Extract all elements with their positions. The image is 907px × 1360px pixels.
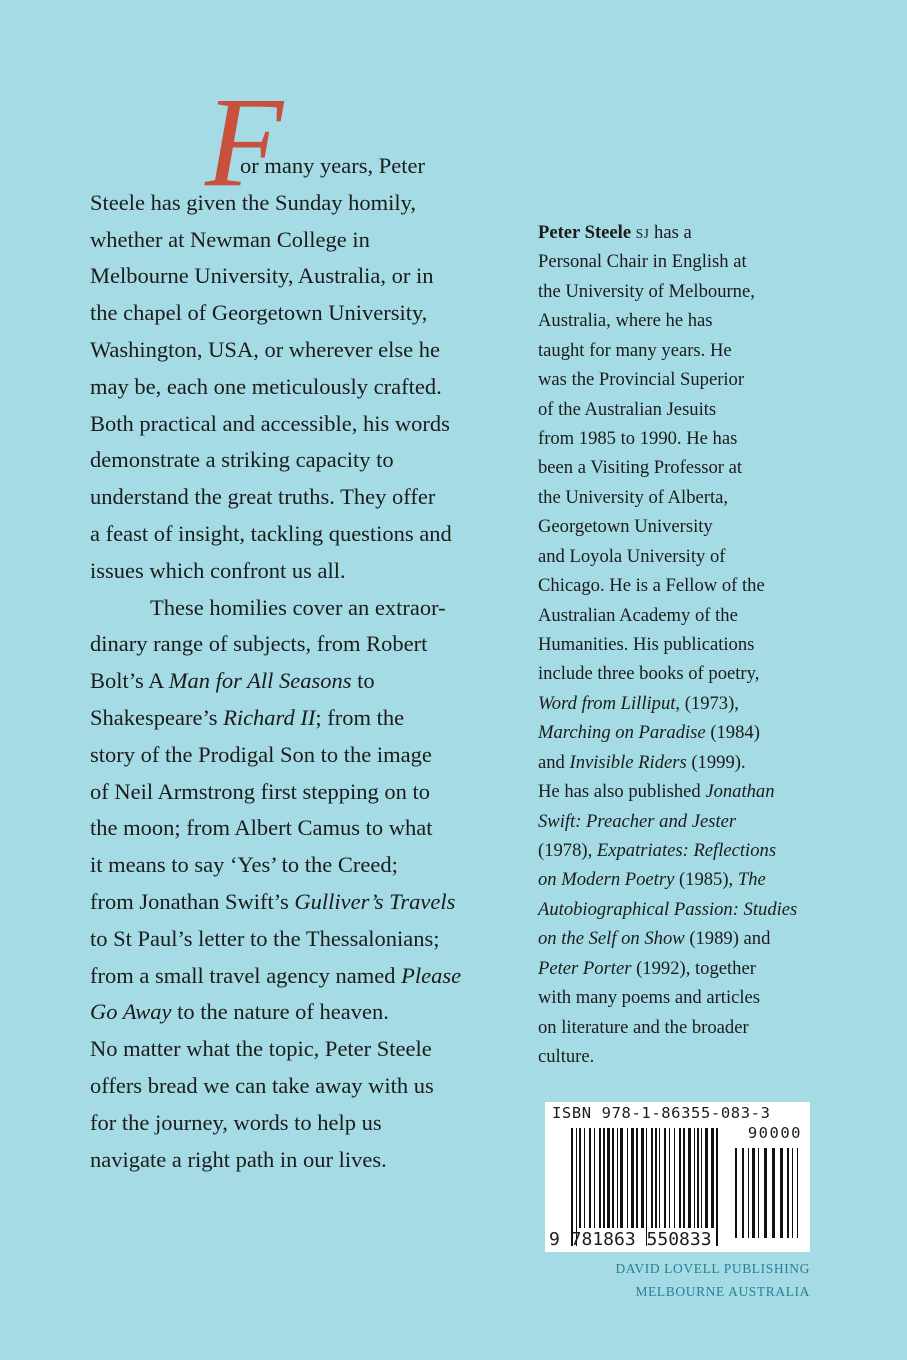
blurb-line <box>90 1110 382 1136</box>
drop-cap: F <box>205 71 284 213</box>
text-segment: Steele has given the Sunday homily, <box>90 189 416 215</box>
text-segment: Personal Chair in English at <box>538 251 747 273</box>
text-segment: Word from Lilliput <box>538 692 676 714</box>
text-segment: or many years, Peter <box>240 153 425 178</box>
blurb-line <box>90 926 440 952</box>
barcode-bar <box>655 1128 657 1228</box>
text-segment: (1999). <box>686 751 746 773</box>
blurb-line <box>90 337 440 363</box>
bio-line <box>538 781 775 803</box>
barcode-bar <box>641 1128 644 1228</box>
text-segment: Shakespeare’s <box>90 705 224 730</box>
text-segment: Marching on Paradise <box>538 722 706 744</box>
text-segment: Chicago. He is a Fellow of the <box>538 575 765 597</box>
text-segment: of Neil Armstrong first stepping on to <box>90 778 430 804</box>
text-segment: Washington, USA, or wherever else he <box>90 337 440 362</box>
text-segment: on literature and the broader <box>538 1016 749 1038</box>
blurb-line <box>90 1073 434 1099</box>
bio-line <box>538 958 756 980</box>
barcode-bar <box>669 1128 670 1228</box>
text-segment: been a Visiting Professor at <box>538 457 743 479</box>
barcode-bar <box>620 1128 623 1228</box>
barcode-bar <box>758 1148 759 1238</box>
blurb-line <box>90 815 432 841</box>
bio-line <box>538 457 742 479</box>
text-segment: for the journey, words to help us <box>90 1109 382 1135</box>
barcode-bar <box>607 1128 610 1228</box>
text-segment: issues which confront us all. <box>90 557 346 583</box>
text-segment: Peter Porter <box>538 957 632 979</box>
barcode-bar <box>711 1128 714 1228</box>
text-segment: it means to say ‘Yes’ to the Creed; <box>90 852 398 878</box>
barcode-bar <box>651 1128 653 1228</box>
blurb-line <box>90 889 455 915</box>
barcode-bar <box>797 1148 798 1238</box>
blurb-line <box>90 227 370 253</box>
text-segment: and Loyola University of <box>538 545 726 567</box>
publisher-location: MELBOURNE AUSTRALIA <box>635 1284 810 1299</box>
text-segment: understand the great truths. They offer <box>90 484 436 510</box>
barcode-bar <box>701 1128 702 1228</box>
bio-line <box>538 663 759 685</box>
text-segment: Richard II <box>223 705 316 730</box>
text-segment: (1989) and <box>684 928 771 950</box>
isbn-barcode <box>545 1102 810 1252</box>
bio-line <box>538 222 692 244</box>
text-segment: Go Away <box>90 999 172 1025</box>
blurb-line <box>90 1036 432 1062</box>
bio-line <box>538 811 736 833</box>
text-segment: the University of Melbourne, <box>538 280 755 302</box>
text-segment: Invisible Riders <box>569 751 687 773</box>
blurb-line <box>90 411 450 437</box>
text-segment: Expatriates: Reflections <box>596 840 777 862</box>
text-segment: on the Self on Show <box>538 928 685 950</box>
bio-line <box>538 722 760 744</box>
barcode-bar <box>631 1128 634 1228</box>
text-segment: (1984) <box>705 722 760 744</box>
bio-line <box>538 634 754 656</box>
text-segment: Melbourne University, Australia, or in <box>90 263 434 289</box>
text-segment: demonstrate a striking capacity to <box>90 447 394 473</box>
barcode-bar <box>627 1128 628 1228</box>
blurb-line <box>90 668 375 694</box>
text-segment: from 1985 to 1990. He has <box>538 428 738 449</box>
blurb-line <box>90 705 404 731</box>
bio-line <box>538 428 737 450</box>
text-segment: has a <box>649 222 692 243</box>
barcode-bar <box>748 1148 749 1238</box>
text-segment: Georgetown University <box>538 516 713 538</box>
blurb-line <box>90 447 394 473</box>
text-segment: the moon; from Albert Camus to what <box>90 815 433 841</box>
barcode-bar <box>612 1128 614 1228</box>
text-segment: story of the Prodigal Son to the image <box>90 741 432 767</box>
barcode-bar <box>679 1128 681 1228</box>
barcode-bar <box>792 1148 793 1238</box>
text-segment: Man for All Seasons <box>168 668 352 694</box>
barcode-bar <box>764 1148 767 1238</box>
barcode-bar <box>694 1128 695 1228</box>
blurb-line <box>90 779 430 805</box>
text-segment: Both practical and accessible, his words <box>90 410 450 436</box>
blurb-line <box>90 263 433 289</box>
barcode-bar <box>664 1128 666 1228</box>
bio-line <box>538 928 770 950</box>
blurb-line <box>90 742 432 768</box>
bio-line <box>538 1046 594 1068</box>
barcode-bar <box>603 1128 605 1228</box>
text-segment: navigate a right path in our lives. <box>90 1146 387 1172</box>
bio-line <box>538 251 747 273</box>
bio-line <box>538 987 760 1009</box>
text-segment: and <box>538 751 570 773</box>
blurb-line <box>90 521 452 547</box>
text-segment: the chapel of Georgetown University, <box>90 300 428 326</box>
text-segment: on Modern Poetry <box>538 869 675 891</box>
text-segment: with many poems and articles <box>538 987 761 1009</box>
barcode-bar <box>594 1128 595 1228</box>
text-segment: taught for many years. He <box>538 339 732 361</box>
text-segment: of the Australian Jesuits <box>538 398 717 420</box>
ean-digits: 9 781863 550833 <box>549 1229 712 1250</box>
blurb-line <box>90 852 398 878</box>
barcode-bar <box>752 1148 755 1238</box>
bio-line <box>538 575 765 597</box>
text-segment: ; from the <box>315 705 405 730</box>
bio-line <box>538 840 776 862</box>
text-segment: from Jonathan Swift’s <box>90 889 295 914</box>
bio-line <box>538 693 739 715</box>
bio-line <box>538 899 797 921</box>
text-segment: The <box>737 869 766 891</box>
barcode-bar <box>742 1148 744 1238</box>
blurb-line <box>90 190 416 216</box>
barcode-bar <box>716 1128 718 1246</box>
text-segment: (1978), <box>538 840 597 862</box>
text-segment: Humanities. His publications <box>538 634 755 656</box>
barcode-bar <box>589 1128 591 1228</box>
text-segment: culture. <box>538 1046 595 1068</box>
price-addon: 90000 <box>747 1124 802 1142</box>
bio-line <box>538 340 732 362</box>
barcode-bar <box>617 1128 618 1228</box>
barcode-bar <box>659 1128 660 1228</box>
text-segment: to <box>351 668 375 694</box>
text-segment: was the Provincial Superior <box>538 369 745 391</box>
bio-line <box>538 487 728 509</box>
blurb-line <box>90 374 442 400</box>
bio-line <box>538 1017 749 1039</box>
barcode-bar <box>780 1148 783 1238</box>
text-segment: Bolt’s A <box>90 668 169 694</box>
barcode-bar <box>683 1128 685 1228</box>
text-segment: These homilies cover an extraor- <box>150 594 446 620</box>
text-segment: to the nature of heaven. <box>171 999 389 1025</box>
bio-line <box>538 605 738 627</box>
text-segment: He has also published <box>538 781 706 803</box>
blurb-line <box>90 300 427 326</box>
text-segment: Autobiographical Passion: Studies <box>538 898 798 920</box>
blurb-line <box>150 595 446 621</box>
barcode-bar <box>688 1128 691 1228</box>
barcode-bar <box>787 1148 789 1238</box>
text-segment: whether at Newman College in <box>90 226 370 252</box>
barcode-bar <box>579 1128 581 1228</box>
bio-line <box>538 516 713 538</box>
text-segment: (1992), together <box>631 957 756 979</box>
text-segment: Swift: Preacher and Jester <box>538 810 737 832</box>
text-segment: a feast of insight, tackling questions and <box>90 521 452 546</box>
blurb-line <box>90 558 346 584</box>
publisher-name: DAVID LOVELL PUBLISHING <box>615 1261 810 1276</box>
barcode-bar <box>599 1128 601 1228</box>
bio-line <box>538 369 744 391</box>
bio-line <box>538 399 716 421</box>
barcode-bar <box>705 1128 708 1228</box>
bio-line <box>538 752 746 774</box>
text-segment: Jonathan <box>705 781 775 803</box>
blurb-line <box>90 631 427 657</box>
text-segment: Please <box>401 962 462 988</box>
blurb-line <box>90 484 435 510</box>
text-segment: SJ <box>635 226 650 241</box>
text-segment: offers bread we can take away with us <box>90 1073 434 1098</box>
text-segment: (1985), <box>674 869 738 891</box>
bio-line <box>538 281 755 303</box>
text-segment: may be, each one meticulously crafted. <box>90 373 442 399</box>
text-segment: Australian Academy of the <box>538 604 738 626</box>
text-segment: from a small travel agency named <box>90 962 402 988</box>
barcode-bar <box>772 1148 775 1238</box>
text-segment: Gulliver’s Travels <box>294 889 456 914</box>
bio-line <box>538 310 713 332</box>
blurb-line <box>90 1147 387 1173</box>
blurb-line <box>90 999 389 1025</box>
text-segment: to St Paul’s letter to the Thessalonians; <box>90 925 440 951</box>
text-segment: , (1973), <box>675 692 739 714</box>
text-segment: Peter Steele <box>538 222 632 243</box>
text-segment: Australia, where he has <box>538 310 713 332</box>
blurb-line <box>240 153 425 179</box>
barcode-bar <box>636 1128 638 1228</box>
blurb-line <box>90 963 461 989</box>
bio-line <box>538 869 766 891</box>
isbn-label: ISBN 978-1-86355-083-3 <box>552 1104 771 1122</box>
barcode-bar <box>674 1128 675 1228</box>
text-segment: No matter what the topic, Peter Steele <box>90 1036 432 1062</box>
text-segment: the University of Alberta, <box>538 486 729 508</box>
bio-line <box>538 546 725 568</box>
text-segment: dinary range of subjects, from Robert <box>90 631 428 657</box>
text-segment: include three books of poetry, <box>538 663 760 685</box>
barcode-bar <box>584 1128 585 1228</box>
barcode-bar <box>697 1128 699 1228</box>
barcode-bar <box>735 1148 737 1238</box>
